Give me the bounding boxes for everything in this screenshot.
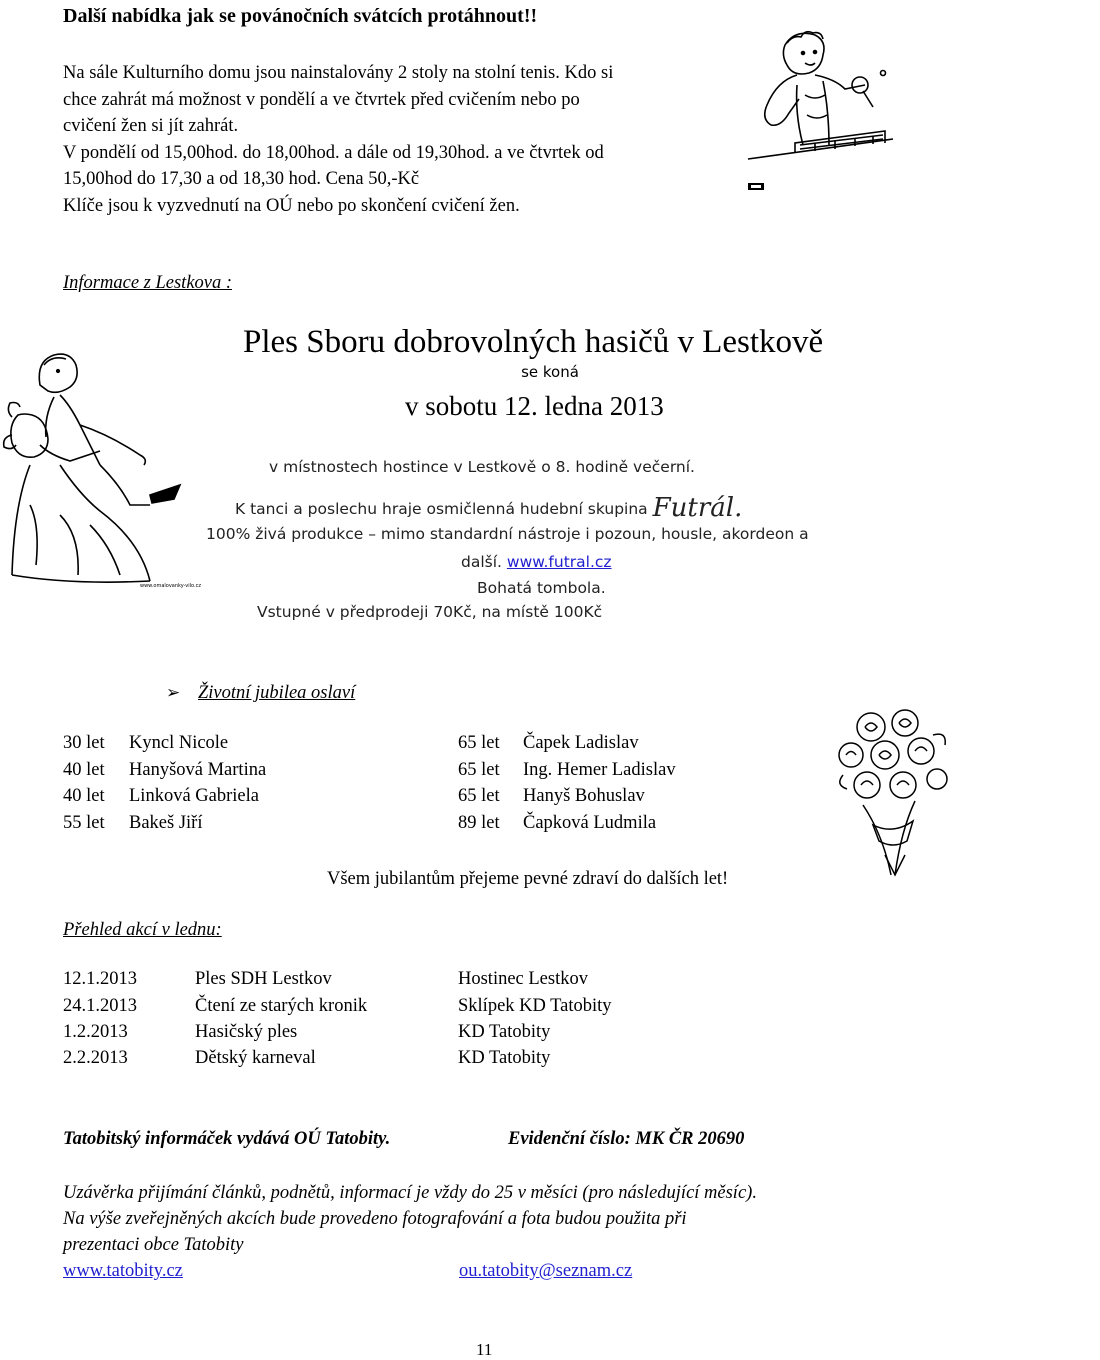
- event-place: KD Tatobity: [458, 1048, 551, 1068]
- ball-date: v sobotu 12. ledna 2013: [405, 391, 664, 421]
- event-date: 2.2.2013: [63, 1048, 128, 1068]
- event-date: 1.2.2013: [63, 1022, 128, 1042]
- intro-line: Na sále Kulturního domu jsou nainstalovány 2 stoly na stolní tenis. Kdo si: [63, 63, 614, 83]
- ball-music: [235, 491, 742, 521]
- ball-title: Ples Sboru dobrovolných hasičů v Lestkově: [243, 324, 824, 360]
- jubilee-name: Čapková Ludmila: [523, 813, 657, 833]
- event-place: Hostinec Lestkov: [458, 969, 588, 989]
- jubilee-name: Kyncl Nicole: [129, 733, 229, 753]
- jubilea-heading: Životní jubilea oslaví: [198, 683, 356, 703]
- intro-line: chce zahrát má možnost v pondělí a ve čtvrtek před cvičením nebo po: [63, 90, 580, 110]
- event-place: KD Tatobity: [458, 1022, 551, 1042]
- village-website-link[interactable]: www.tatobity.cz: [63, 1261, 183, 1281]
- ball-se-kona: se koná: [521, 363, 579, 381]
- intro-line: V pondělí od 15,00hod. do 18,00hod. a dále od 19,30hod. a ve čtvrtek od: [63, 143, 604, 163]
- event-title: Dětský karneval: [195, 1048, 316, 1068]
- event-place: Sklípek KD Tatobity: [458, 996, 612, 1016]
- ball-entry: Vstupné v předprodeji 70Kč, na místě 100Kč: [257, 603, 603, 621]
- publisher-note: Tatobitský informáček vydává OÚ Tatobity.: [63, 1129, 391, 1149]
- jubilee-age: 30 let: [63, 733, 105, 753]
- ball-place: v místnostech hostince v Lestkově o 8. hodině večerní.: [269, 458, 695, 476]
- event-date: 12.1.2013: [63, 969, 137, 989]
- ball-live-line: 100% živá produkce – mimo standardní nástroje i pozoun, housle, akordeon a: [206, 525, 809, 543]
- dancing-couple-image: [0, 325, 201, 605]
- ball-live-text: další.: [461, 553, 502, 571]
- jubilee-name: Ing. Hemer Ladislav: [523, 760, 676, 780]
- band-name: Futrál.: [652, 493, 743, 523]
- ball-live-line-2: [461, 553, 612, 571]
- events-heading: Přehled akcí v lednu:: [63, 920, 222, 940]
- jubilee-age: 40 let: [63, 786, 105, 806]
- lestkov-heading: Informace z Lestkova :: [63, 273, 233, 293]
- office-email-link[interactable]: ou.tatobity@seznam.cz: [459, 1261, 633, 1281]
- jubilee-name: Hanyš Bohuslav: [523, 786, 645, 806]
- jubilee-name: Linková Gabriela: [129, 786, 259, 806]
- intro-line: cvičení žen si jít zahrát.: [63, 116, 239, 136]
- footer-note: Uzávěrka přijímání článků, podnětů, informací je vždy do 25 v měsíci (pro následující měsíc).: [63, 1183, 757, 1203]
- registration-number: Evidenční číslo: MK ČR 20690: [508, 1129, 745, 1149]
- jubilee-age: 89 let: [458, 813, 500, 833]
- intro-line: 15,00hod do 17,30 a od 18,30 hod. Cena 50,-Kč: [63, 169, 420, 189]
- page-number: 11: [476, 1340, 493, 1359]
- jubilee-name: Hanyšová Martina: [129, 760, 267, 780]
- jubilee-age: 55 let: [63, 813, 105, 833]
- intro-heading: Další nabídka jak se povánočních svátcích protáhnout!!: [63, 5, 538, 27]
- footer-note: Na výše zveřejněných akcích bude provedeno fotografování a fota budou použita při: [63, 1209, 687, 1229]
- event-title: Hasičský ples: [195, 1022, 298, 1042]
- event-title: Čtení ze starých kronik: [195, 996, 368, 1016]
- jubilee-age: 65 let: [458, 760, 500, 780]
- flower-bouquet-image: [833, 705, 953, 887]
- band-website-link[interactable]: www.futral.cz: [506, 553, 612, 571]
- jubilee-age: 65 let: [458, 733, 500, 753]
- arrow-bullet-icon: ➢: [166, 683, 181, 702]
- jubilee-age: 40 let: [63, 760, 105, 780]
- intro-line: Klíče jsou k vyzvednutí na OÚ nebo po skončení cvičení žen.: [63, 196, 520, 216]
- jubilee-age: 65 let: [458, 786, 500, 806]
- jubilea-wish: Všem jubilantům přejeme pevné zdraví do dalších let!: [327, 869, 729, 889]
- jubilee-name: Bakeš Jiří: [129, 813, 203, 833]
- footer-note: prezentaci obce Tatobity: [63, 1235, 244, 1255]
- event-date: 24.1.2013: [63, 996, 137, 1016]
- image-credit: www.omalovanky-vilo.cz: [140, 583, 201, 589]
- table-tennis-player-image: [745, 25, 895, 195]
- ball-music-text: K tanci a poslechu hraje osmičlenná hudební skupina: [235, 500, 648, 518]
- jubilee-name: Čapek Ladislav: [523, 733, 639, 753]
- event-title: Ples SDH Lestkov: [195, 969, 332, 989]
- ball-tombola: Bohatá tombola.: [477, 579, 606, 597]
